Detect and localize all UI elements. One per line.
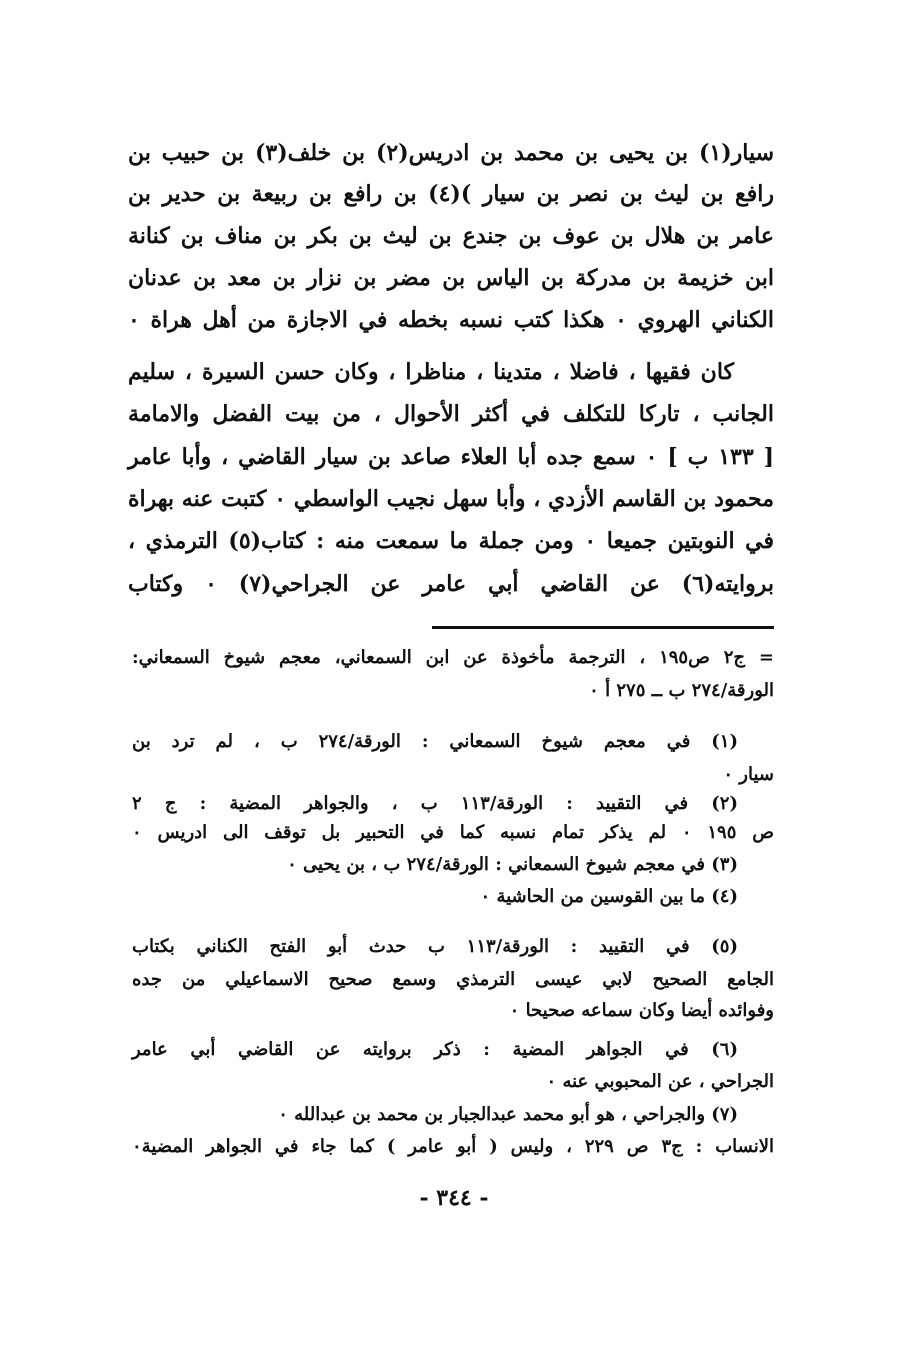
footnote-line: (٧) والجراحي ، هو أبو محمد عبدالجبار بن محمد بن عبدالله ٠ xyxy=(278,1104,738,1125)
body-line: الكناني الهروي ٠ هكذا كتب نسبه بخطه في الاجازة من أهل هراة ٠ xyxy=(128,307,774,333)
footnote-line: (٥) في التقييد : الورقة/١١٣ ب حدث أبو الفتح الكناني بكتاب xyxy=(132,936,738,957)
body-line: في النوبتين جميعا ٠ ومن جملة ما سمعت منه : كتاب(٥) الترمذي ، xyxy=(128,528,775,554)
footnote-line: ص ١٩٥ ٠ لم يذكر تمام نسبه كما في التحبير بل توقف الى ادريس ٠ xyxy=(132,822,774,843)
footnote-line: الجامع الصحيح لابي عيسى الترمذي وسمع صحيح الاسماعيلي من جده xyxy=(132,969,774,990)
body-line: محمود بن القاسم الأزدي ، وأبا سهل نجيب الواسطي ٠ كتبت عنه بهراة xyxy=(128,486,775,512)
footnote-separator xyxy=(432,626,774,629)
footnote-line: (١) في معجم شيوخ السمعاني : الورقة/٢٧٤ ب ، لم ترد بن xyxy=(132,731,738,752)
footnote-line: = ج٢ ص١٩٥ ، الترجمة مأخوذة عن ابن السمعاني، معجم شيوخ السمعاني: xyxy=(132,647,775,668)
footnote-line: وفوائده أيضا وكان سماعه صحيحا ٠ xyxy=(509,1000,774,1021)
footnote-line: (٣) في معجم شيوخ السمعاني : الورقة/٢٧٤ ب ، بن يحيى ٠ xyxy=(287,854,738,875)
body-line: عامر بن هلال بن عوف بن جندع بن ليث بن بكر بن مناف بن كنانة xyxy=(128,223,774,249)
body-line: [ ١٣٣ ب ] ٠ سمع جده أبا العلاء صاعد بن سيار القاضي ، وأبا عامر xyxy=(128,444,774,470)
body-line: سيار(١) بن يحيى بن محمد بن ادريس(٢) بن خلف(٣) بن حبيب بن xyxy=(128,140,775,166)
footnote-line: (٢) في التقييد : الورقة/١١٣ ب ، والجواهر المضية : ج ٢ xyxy=(132,793,738,814)
footnote-line: (٦) في الجواهر المضية : ذكر بروايته عن القاضي أبي عامر xyxy=(132,1039,738,1060)
body-line: كان فقيها ، فاضلا ، متدينا ، مناظرا ، وكان حسن السيرة ، سليم xyxy=(128,359,734,385)
footnote-line: الانساب : ج٣ ص ٢٢٩ ، وليس ( أبو عامر ) كما جاء في الجواهر المضية٠ xyxy=(132,1136,775,1157)
footnote-line: سيار ٠ xyxy=(723,764,774,785)
footnote-line: الورقة/٢٧٤ ب ــ ٢٧٥ أ ٠ xyxy=(589,680,774,701)
footnote-line: الجراحي ، عن المحبوبي عنه ٠ xyxy=(546,1071,774,1092)
footnote-line: (٤) ما بين القوسين من الحاشية ٠ xyxy=(480,886,738,907)
body-line: ابن خزيمة بن مدركة بن الياس بن مضر بن نزار بن معد بن عدنان xyxy=(128,265,774,291)
body-line: بروايته(٦) عن القاضي أبي عامر عن الجراحي(٧) ٠ وكتاب xyxy=(128,571,774,597)
page-number: - ٣٤٤ - xyxy=(419,1185,489,1211)
body-line: الجانب ، تاركا للتكلف في أكثر الأحوال ، من بيت الفضل والامامة xyxy=(128,401,774,427)
body-line: رافع بن ليث بن نصر بن سيار )(٤) بن رافع بن ربيعة بن حدير بن xyxy=(128,181,774,207)
